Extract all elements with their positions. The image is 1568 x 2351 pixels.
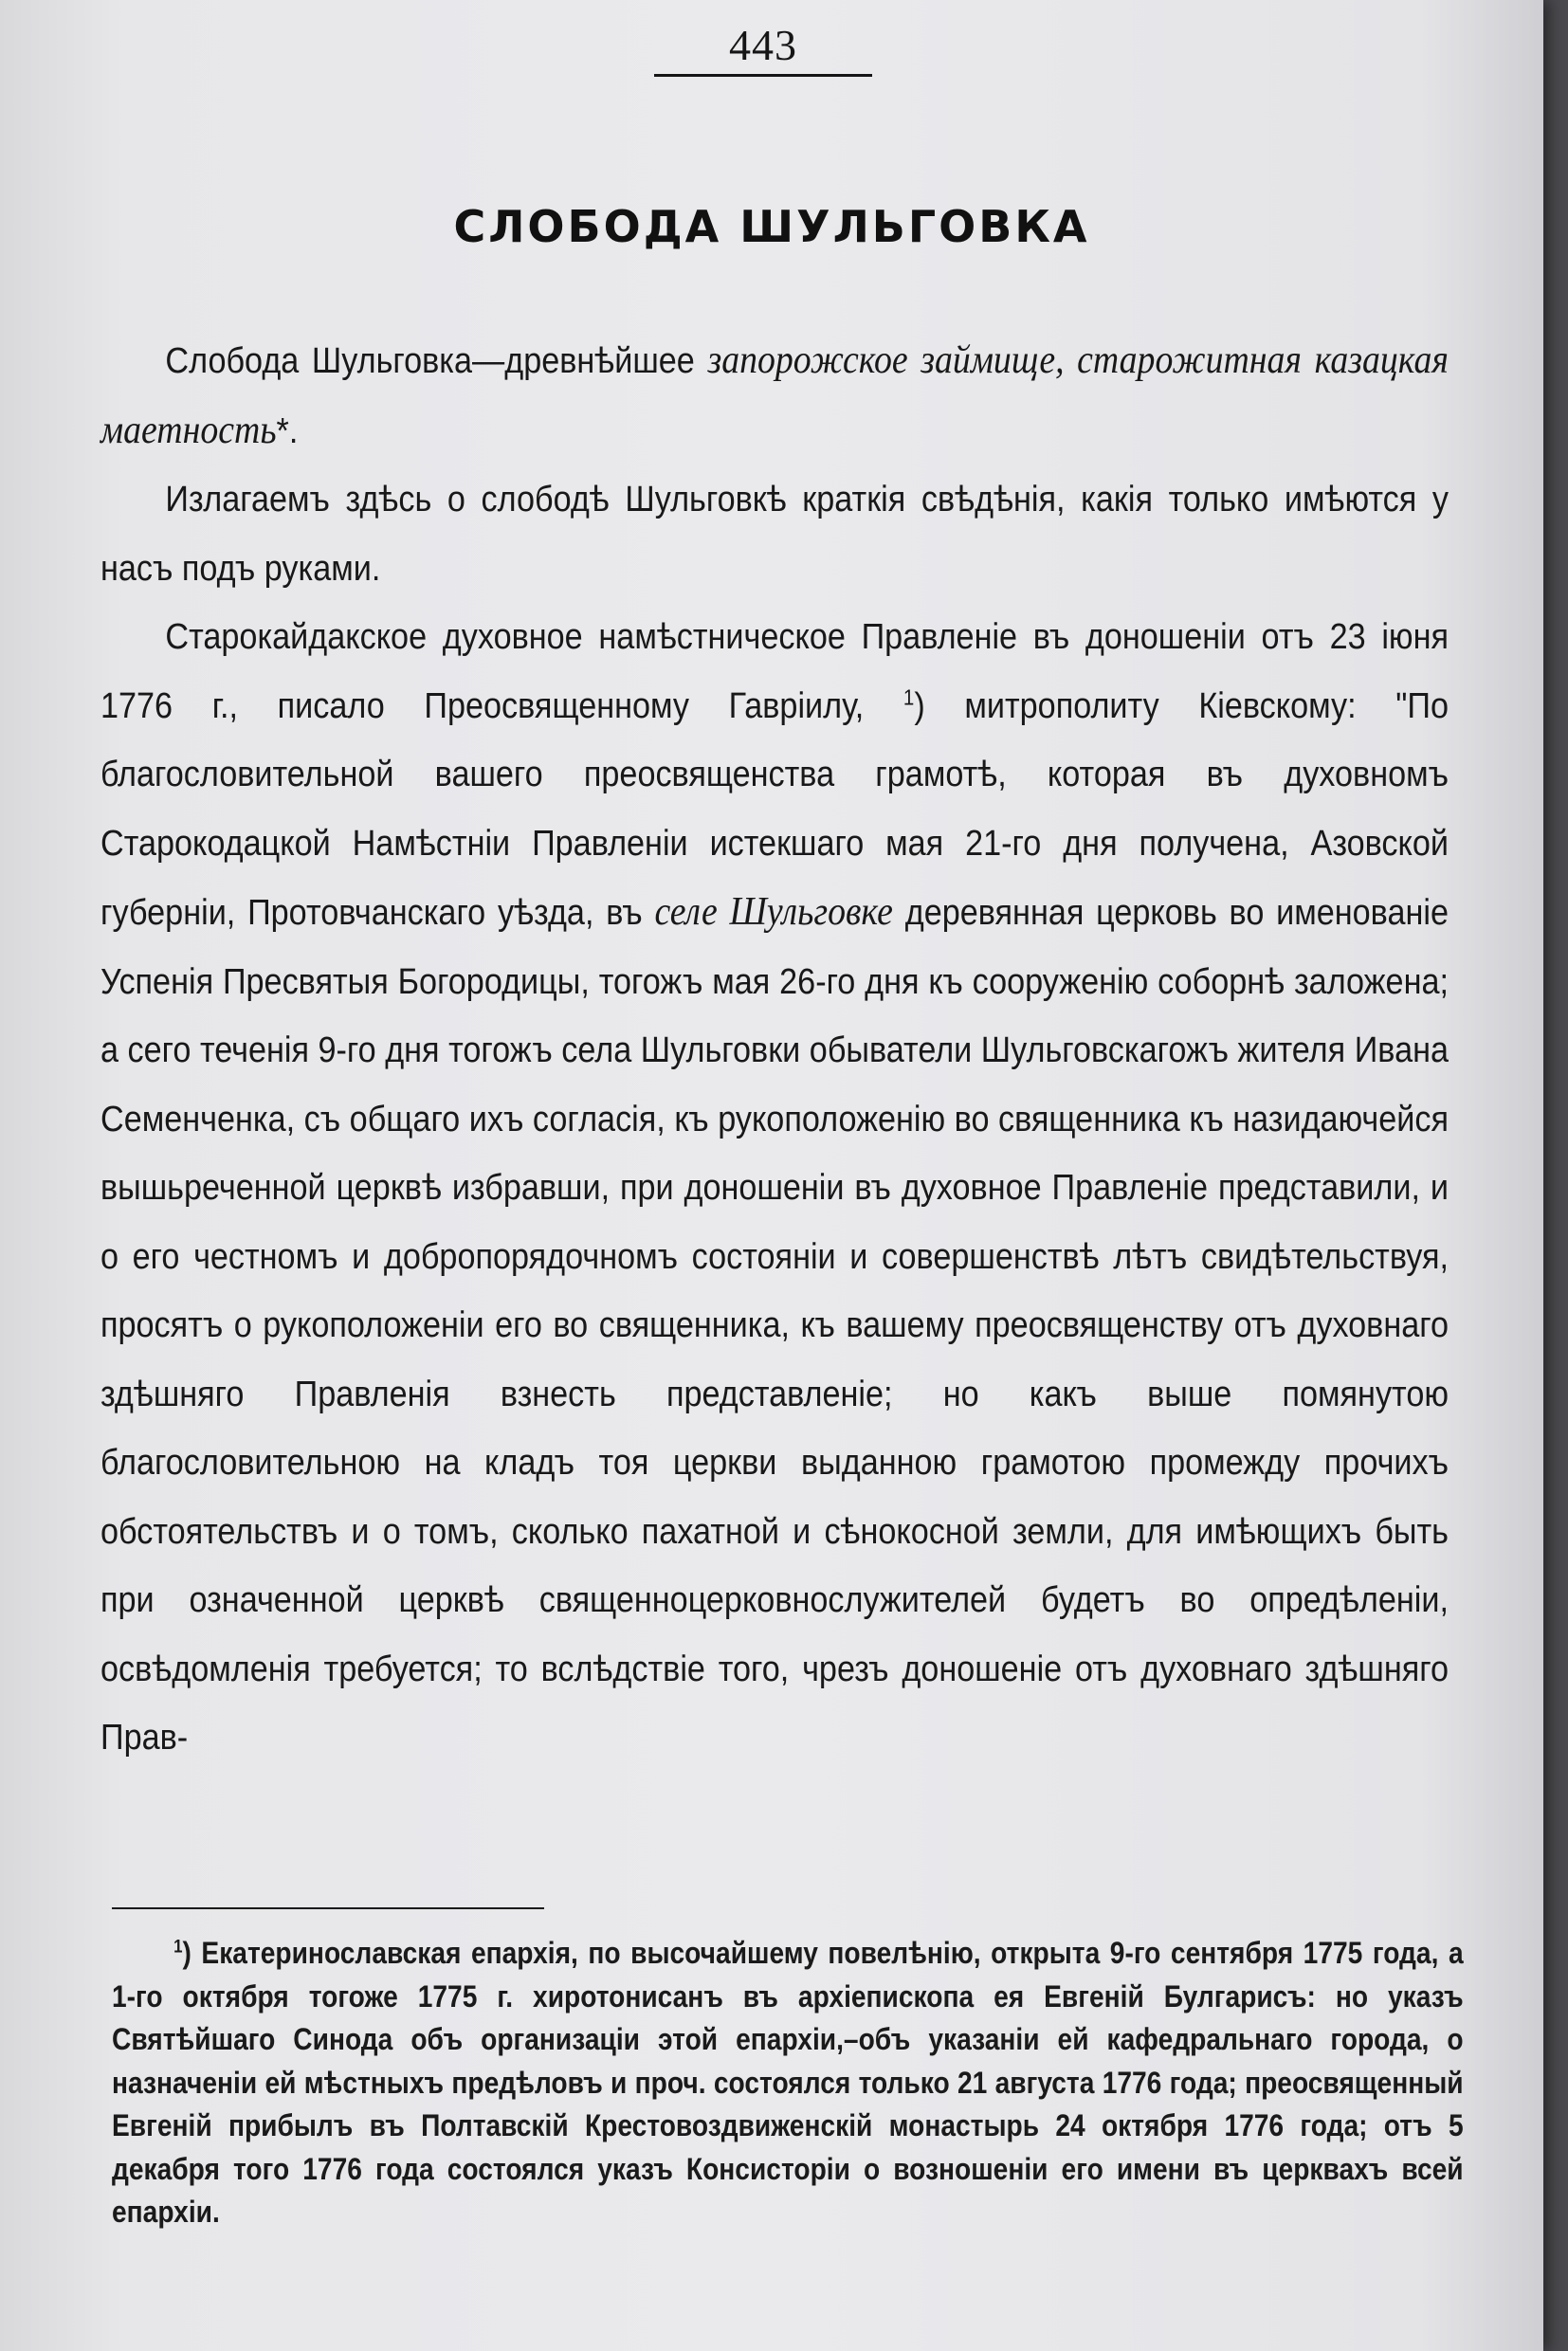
paragraph-3-text-a: Старокайдакское духовное намѣстническое Правленіе въ доношеніи отъ 23 іюня 1776 г., писало Преосвященному Гавріилу, [100,617,1449,726]
paragraph-3-text-b: ) митрополиту Кіевскому: "По благословительной вашего преосвященства грамотѣ, которая въ духовномъ Старокодацкой Намѣстніи Правленіи истекшаго мая 21-го дня получена, Азовской губерніи, Протовчанскаго уѣзда, въ [100,685,1449,933]
main-text [100,326,1449,1773]
footnotes [112,1932,1464,2234]
paragraph-1-italic: запорожское займище, старожитная казацкая маетность [100,338,1449,452]
paragraph-1-text: Слобода Шульговка—древнѣйшее [165,341,708,381]
page-number: 443 [654,21,872,77]
paragraph-3 [100,603,1449,1773]
paragraph-3-italic: селе Шульговке [654,890,893,934]
paragraph-2: Излагаемъ здѣсь о слободѣ Шульговкѣ краткія свѣдѣнія, какія только имѣются у насъ подъ руками. [100,480,1449,589]
footnote-1-text: ) Екатеринославская епархія, по высочайшему повелѣнію, открыта 9-го сентября 1775 года, а 1-го октября тогоже 1775 г. хиротонисанъ въ архіепископа ея Евгеній Булгарисъ: но указъ Святѣйшаго Синода объ организаціи этой епархіи,–объ указаніи ей кафедральнаго города, о назначеніи ей мѣстныхъ предѣловъ и проч. состоялся только 21 августа 1776 года; преосвященный Евгеній прибылъ въ Полтавскій Крестовоздвиженскій монастырь 24 октября 1776 года; отъ 5 декабря того 1776 года состоялся указъ Консисторіи о возношеніи его имени въ церквахъ всей епархіи. [112,1936,1464,2229]
footnote-divider [112,1907,544,1909]
footnote-1 [112,1932,1464,2234]
paragraph-1 [100,326,1449,465]
footnote-number: 1 [173,1937,183,1958]
footnote-marker: 1 [903,683,915,709]
paragraph-1-end: *. [276,410,299,451]
paragraph-3-text-d: деревянная церковь во именованіе Успенія Пресвятыя Богородицы, тогожъ мая 26-го дня къ сооруженію соборнѣ заложена; а сего теченія 9-го дня тогожъ села Шульговки обыватели Шульговскагожъ жителя Ивана Семенченка, съ общаго ихъ согласія, къ рукоположенію во священника къ назидаючейся вышьреченной церквѣ избравши, при доношеніи въ духовное Правленіе представили, и о его честномъ и добропорядочномъ состояніи и совершенствѣ лѣтъ свидѣтельствуя, просятъ о рукоположеніи его во священника, къ вашему преосвященству отъ духовнаго здѣшняго Правленія взнесть представленіе; но какъ выше помянутою благословительною на кладъ тоя церкви выданною грамотою промежду прочихъ обстоятельствъ и о томъ, сколько пахатной и сѣнокосной земли, для имѣющихъ быть при означенной церквѣ священноцерковнослужителей будетъ во опредѣленіи, освѣдомленія требуется; то вслѣдствіе того, чрезъ доношеніе отъ духовнаго здѣшняго Прав- [100,893,1449,1758]
page-title: СЛОБОДА ШУЛЬГОВКА [453,201,1090,252]
